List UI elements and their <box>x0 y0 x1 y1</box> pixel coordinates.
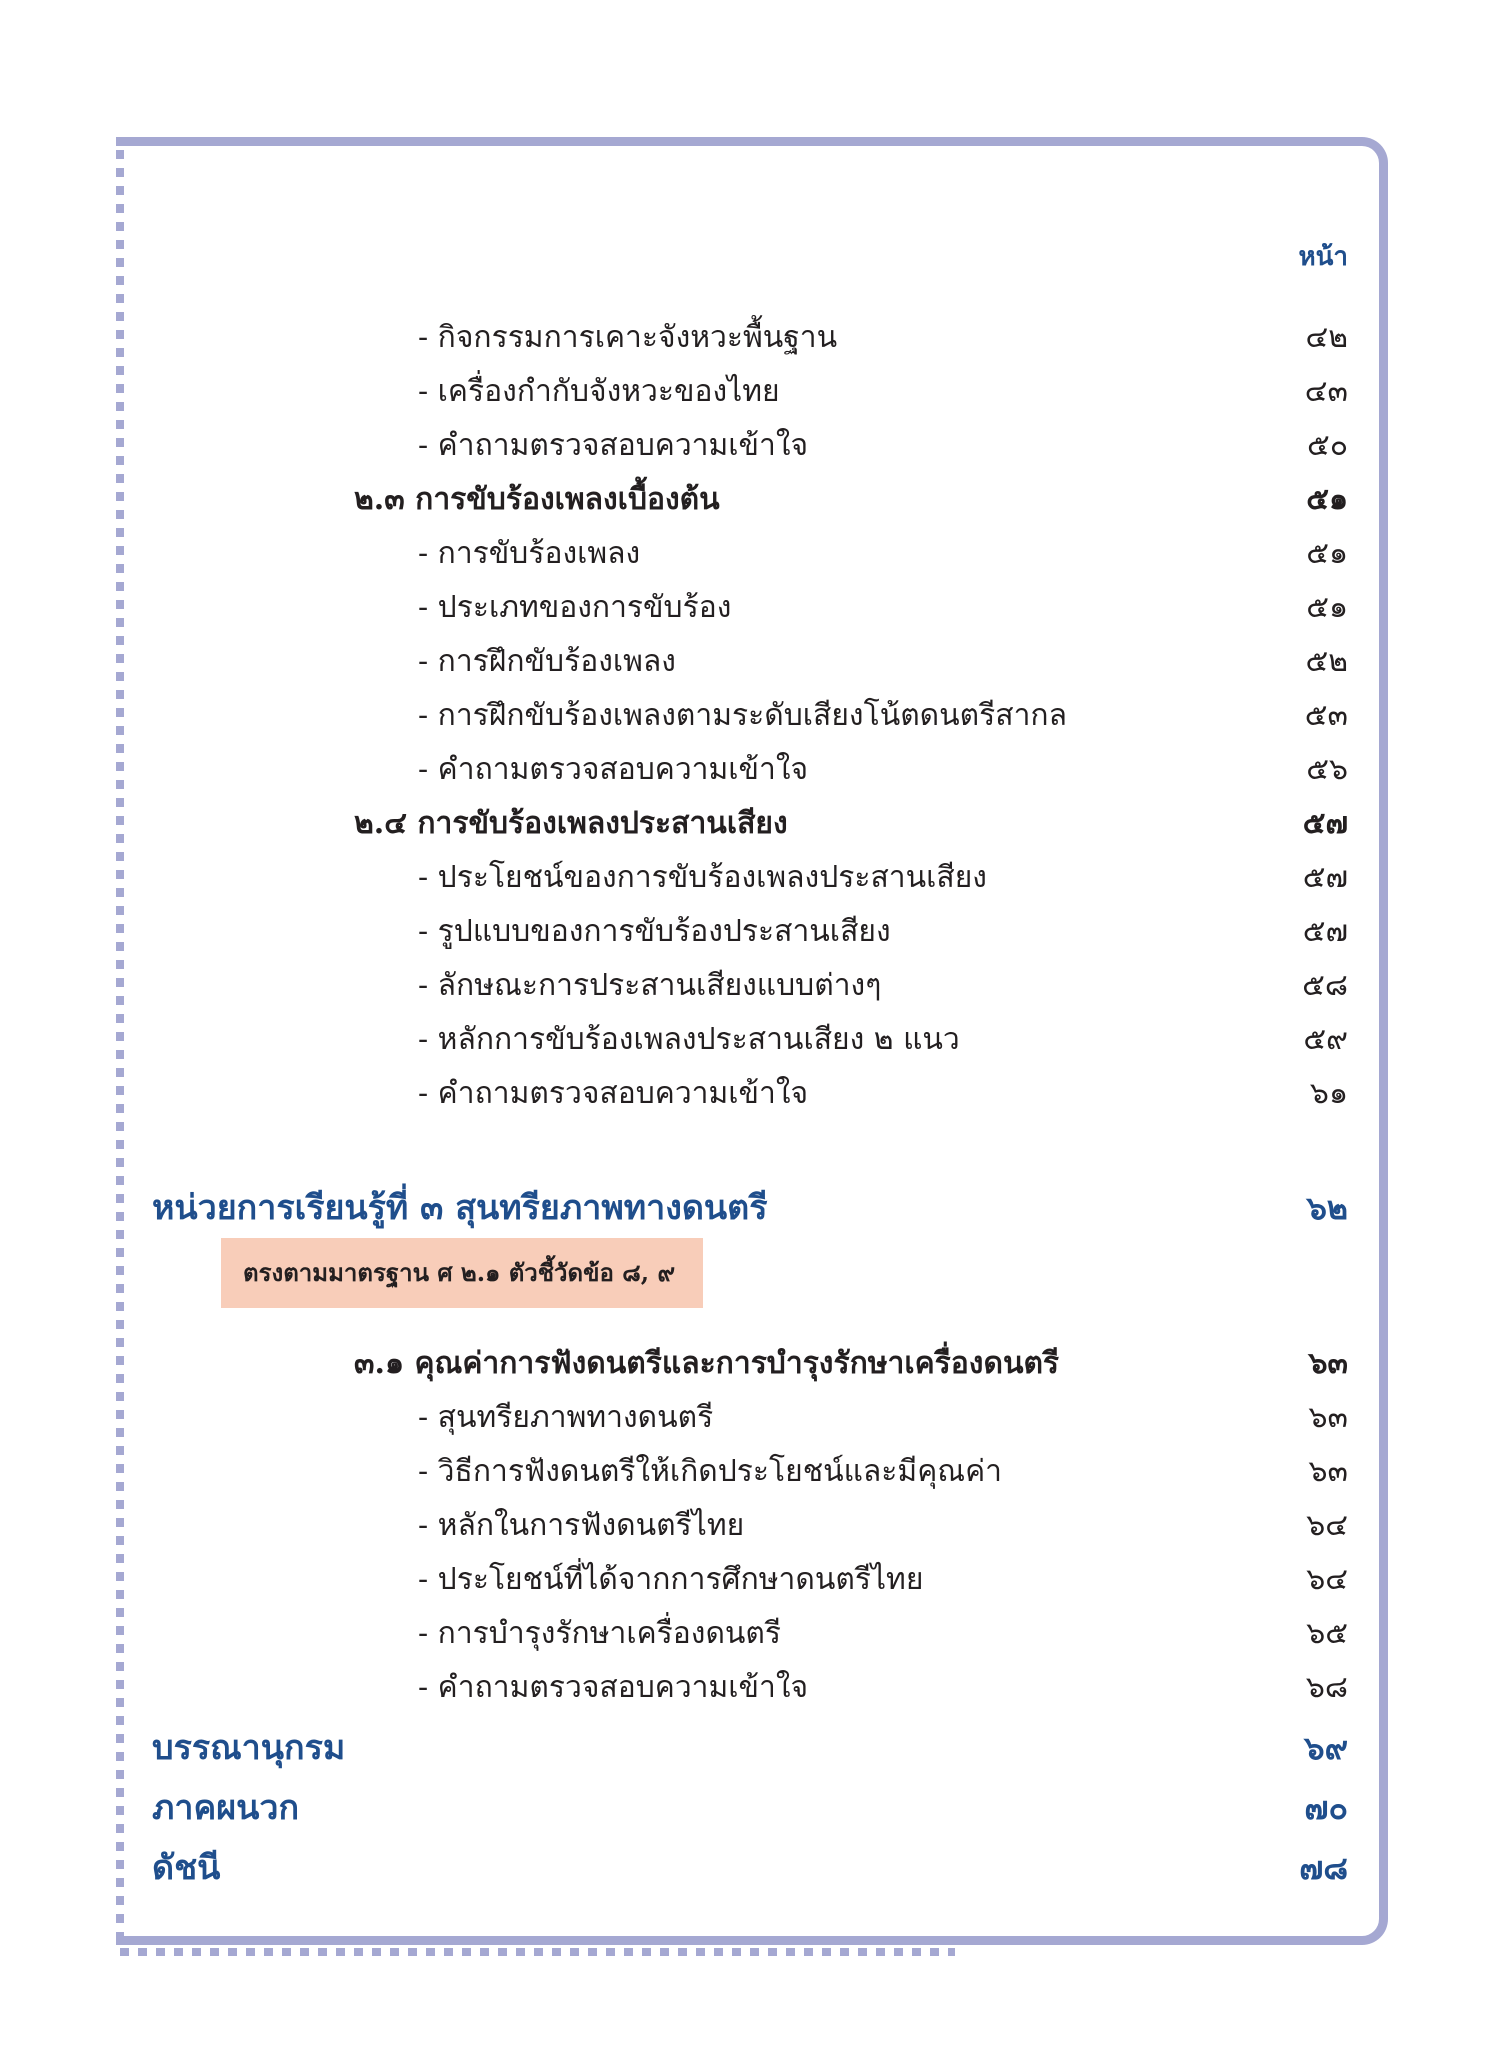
toc-entry <box>0 1664 1496 1712</box>
toc-entry <box>0 854 1496 902</box>
toc-entry <box>0 1610 1496 1658</box>
toc-entry-page: ๔๓ <box>1304 374 1348 409</box>
toc-entry-label: - ประโยชน์ของการขับร้องเพลงประสานเสียง <box>418 860 987 895</box>
back-matter-page: ๗๘ <box>1299 1849 1348 1887</box>
unit-page: ๖๒ <box>1306 1189 1348 1227</box>
toc-section-2-4 <box>0 800 1496 848</box>
toc-entry-page: ๕๓ <box>1304 698 1348 733</box>
back-matter-page: ๖๙ <box>1304 1729 1348 1767</box>
unit-title: หน่วยการเรียนรู้ที่ ๓ สุนทรียภาพทางดนตรี <box>152 1188 768 1228</box>
toc-entry <box>0 1016 1496 1064</box>
toc-section-label: ๒.๓ การขับร้องเพลงเบื้องต้น <box>354 482 720 517</box>
toc-section-page: ๕๗ <box>1302 806 1348 841</box>
toc-entry-label: - กิจกรรมการเคาะจังหวะพื้นฐาน <box>418 320 838 355</box>
toc-entry-page: ๖๔ <box>1306 1562 1348 1597</box>
frame-dotted-bottom <box>120 1948 955 1956</box>
toc-section-label: ๒.๔ การขับร้องเพลงประสานเสียง <box>354 806 788 841</box>
toc-entry-label: - คำถามตรวจสอบความเข้าใจ <box>418 752 809 787</box>
toc-entry-label: - คำถามตรวจสอบความเข้าใจ <box>418 1670 809 1705</box>
toc-entry-label: - การฝึกขับร้องเพลงตามระดับเสียงโน้ตดนตรีสากล <box>418 698 1067 733</box>
toc-entry-label: - การขับร้องเพลง <box>418 536 641 571</box>
toc-section-2-3 <box>0 476 1496 524</box>
toc-section-label: ๓.๑ คุณค่าการฟังดนตรีและการบำรุงรักษาเครื่องดนตรี <box>354 1346 1060 1381</box>
toc-entry-label: - ลักษณะการประสานเสียงแบบต่างๆ <box>418 968 882 1003</box>
toc-entry-label: - รูปแบบของการขับร้องประสานเสียง <box>418 914 891 949</box>
toc-entry-page: ๖๓ <box>1308 1400 1348 1435</box>
toc-entry-page: ๕๖ <box>1306 752 1348 787</box>
toc-entry-page: ๕๑ <box>1306 536 1348 571</box>
toc-entry <box>0 1556 1496 1604</box>
toc-entry <box>0 1070 1496 1118</box>
toc-section-3-1 <box>0 1340 1496 1388</box>
toc-entry-page: ๕๗ <box>1302 860 1348 895</box>
toc-entry-page: ๕๒ <box>1305 644 1348 679</box>
back-matter-page: ๗๐ <box>1304 1789 1348 1827</box>
toc-entry <box>0 638 1496 686</box>
toc-entry-page: ๔๒ <box>1305 320 1348 355</box>
page-column-header: หน้า <box>1298 242 1348 272</box>
back-matter-label: บรรณานุกรม <box>152 1728 346 1768</box>
frame-dotted-top <box>120 137 955 145</box>
toc-entry-page: ๖๔ <box>1306 1508 1348 1543</box>
toc-entry <box>0 1448 1496 1496</box>
toc-entry-label: - ประโยชน์ที่ได้จากการศึกษาดนตรีไทย <box>418 1562 924 1597</box>
toc-entry-label: - ประเภทของการขับร้อง <box>418 590 732 625</box>
toc-entry-page: ๕๙ <box>1303 1022 1348 1057</box>
toc-entry-page: ๖๕ <box>1306 1616 1348 1651</box>
toc-entry <box>0 1394 1496 1442</box>
toc-entry <box>0 746 1496 794</box>
toc-entry-page: ๕๘ <box>1302 968 1348 1003</box>
toc-section-page: ๖๓ <box>1308 1346 1348 1381</box>
toc-entry-page: ๕๗ <box>1302 914 1348 949</box>
toc-entry-page: ๖๓ <box>1308 1454 1348 1489</box>
toc-entry <box>0 368 1496 416</box>
toc-entry-label: - หลักในการฟังดนตรีไทย <box>418 1508 745 1543</box>
toc-entry-label: - เครื่องกำกับจังหวะของไทย <box>418 374 780 409</box>
toc-entry-page: ๖๘ <box>1305 1670 1348 1705</box>
toc-entry-label: - คำถามตรวจสอบความเข้าใจ <box>418 428 809 463</box>
back-matter-label: ภาคผนวก <box>152 1788 300 1828</box>
toc-entry-label: - หลักการขับร้องเพลงประสานเสียง ๒ แนว <box>418 1022 960 1057</box>
toc-entry <box>0 1502 1496 1550</box>
toc-entry-page: ๕๑ <box>1306 590 1348 625</box>
toc-entry <box>0 908 1496 956</box>
toc-entry-page: ๖๑ <box>1309 1076 1348 1111</box>
toc-entry-label: - วิธีการฟังดนตรีให้เกิดประโยชน์และมีคุณค่า <box>418 1454 1003 1489</box>
toc-entry <box>0 962 1496 1010</box>
toc-bibliography <box>0 1724 1496 1772</box>
toc-entry-label: - สุนทรียภาพทางดนตรี <box>418 1400 714 1435</box>
toc-entry-label: - การฝึกขับร้องเพลง <box>418 644 676 679</box>
toc-appendix <box>0 1784 1496 1832</box>
toc-index <box>0 1844 1496 1892</box>
toc-entry <box>0 692 1496 740</box>
toc-section-page: ๕๑ <box>1306 482 1348 517</box>
toc-entry <box>0 422 1496 470</box>
toc-entry <box>0 530 1496 578</box>
standard-indicator-box: ตรงตามมาตรฐาน ศ ๒.๑ ตัวชี้วัดข้อ ๘, ๙ <box>221 1238 703 1308</box>
toc-entry-page: ๕๐ <box>1306 428 1348 463</box>
back-matter-label: ดัชนี <box>152 1848 221 1888</box>
toc-entry <box>0 314 1496 362</box>
toc-entry <box>0 584 1496 632</box>
toc-entry-label: - คำถามตรวจสอบความเข้าใจ <box>418 1076 809 1111</box>
toc-unit-3 <box>0 1184 1496 1232</box>
toc-entry-label: - การบำรุงรักษาเครื่องดนตรี <box>418 1616 782 1651</box>
